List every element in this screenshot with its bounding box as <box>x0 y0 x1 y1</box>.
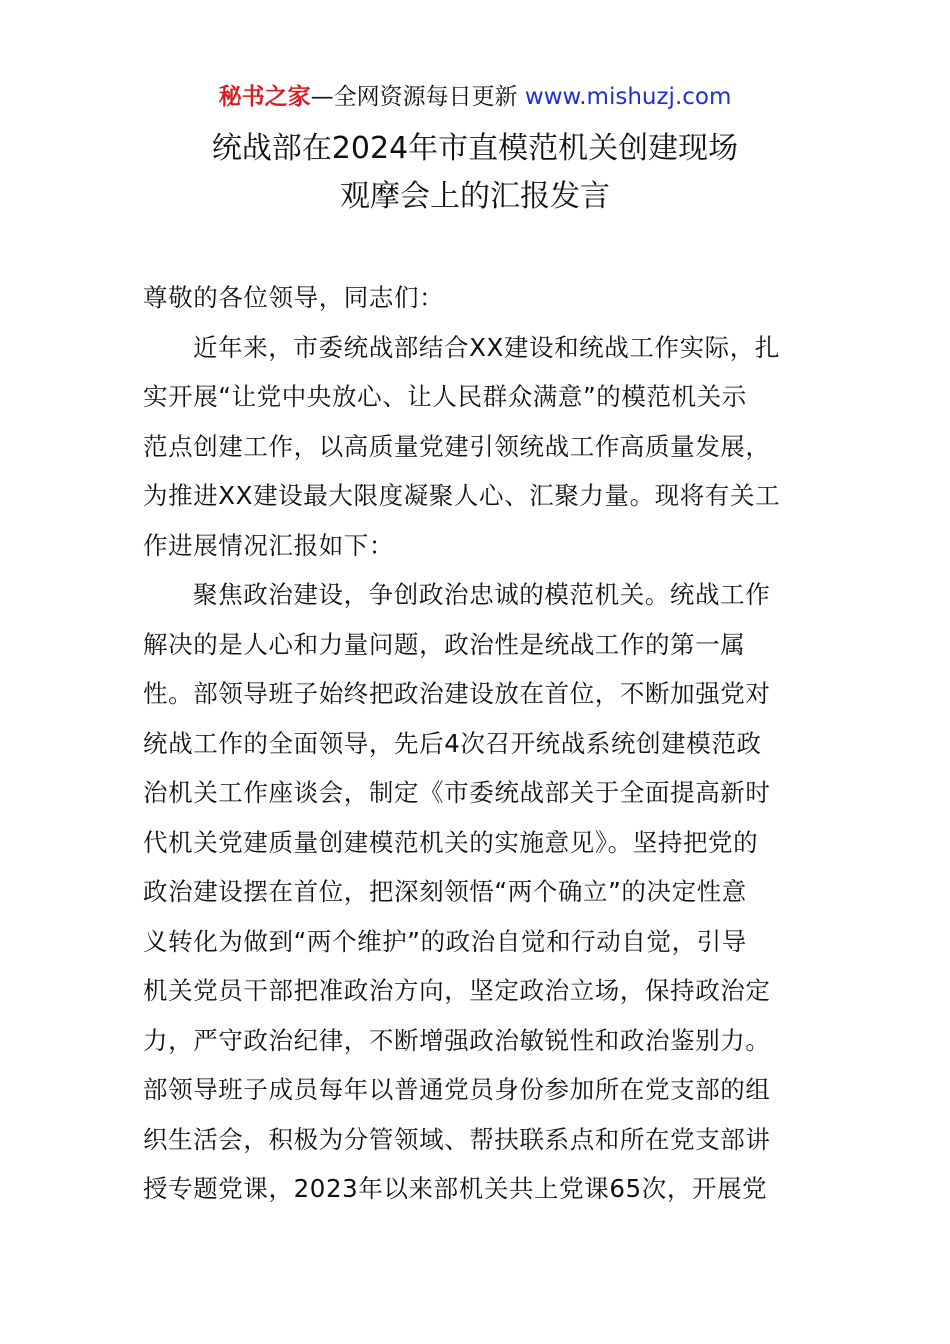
body-line: 解决的是人心和力量问题，政治性是统战工作的第一属 <box>143 629 746 659</box>
body-line: 政治建设摆在首位，把深刻领悟“两个确立”的决定性意 <box>143 877 747 906</box>
body-line: 统战工作的全面领导，先后4次召开统战系统创建模范政 <box>143 728 762 758</box>
document-title-line-2: 观摩会上的汇报发言 <box>340 179 610 214</box>
site-header <box>0 80 950 114</box>
body-line: 聚焦政治建设，争创政治忠诚的模范机关。统战工作 <box>193 580 771 609</box>
site-url-link[interactable]: www.mishuzj.com <box>524 84 732 110</box>
body-line: 织生活会，积极为分管领域、帮扶联系点和所在党支部讲 <box>143 1124 771 1154</box>
body-line: 部领导班子成员每年以普通党员身份参加所在党支部的组 <box>143 1075 771 1104</box>
body-line: 力，严守政治纪律，不断增强政治敏锐性和政治鉴别力。 <box>143 1025 771 1055</box>
body-line: 性。部领导班子始终把政治建设放在首位，不断加强党对 <box>143 679 771 708</box>
body-line: 授专题党课，2023年以来部机关共上党课65次，开展党 <box>143 1174 768 1203</box>
brand-name: 秘书之家 <box>218 84 311 110</box>
body-line: 实开展“让党中央放心、让人民群众满意”的模范机关示 <box>143 382 747 411</box>
body-line: 近年来，市委统战部结合XX建设和统战工作实际，扎 <box>193 332 780 362</box>
document-title-line-1: 统战部在2024年市直模范机关创建现场 <box>211 131 739 166</box>
slogan: —全网资源每日更新 <box>310 84 525 110</box>
salutation: 尊敬的各位领导，同志们： <box>143 283 445 312</box>
body-line: 机关党员干部把准政治方向，坚定政治立场，保持政治定 <box>143 976 771 1005</box>
document-body <box>143 278 813 1219</box>
body-line: 范点创建工作，以高质量党建引领统战工作高质量发展， <box>143 431 771 461</box>
body-line: 治机关工作座谈会，制定《市委统战部关于全面提高新时 <box>143 778 771 807</box>
body-line: 为推进XX建设最大限度凝聚人心、汇聚力量。现将有关工 <box>143 481 781 510</box>
body-line: 作进展情况汇报如下： <box>143 530 394 560</box>
body-line: 代机关党建质量创建模范机关的实施意见》。坚持把党的 <box>143 827 759 857</box>
body-line: 义转化为做到“两个维护”的政治自觉和行动自觉，引导 <box>143 926 747 956</box>
